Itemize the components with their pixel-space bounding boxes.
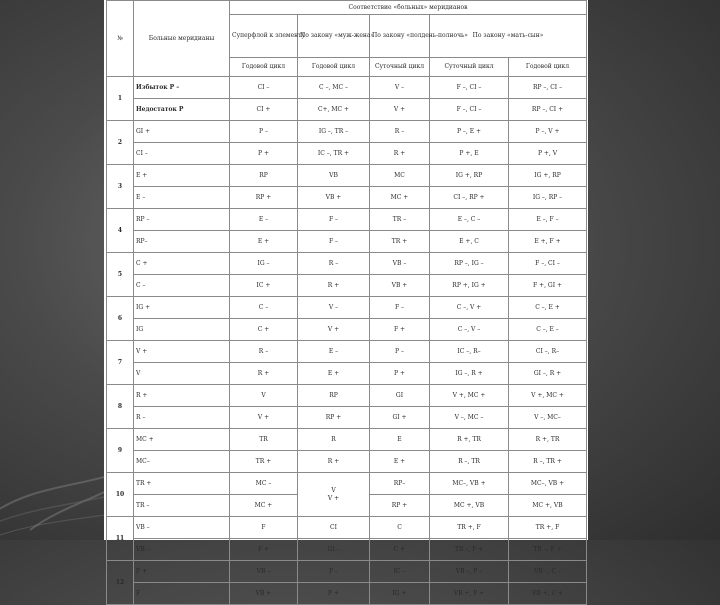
correspondence-cell: IG +, RP [430, 165, 509, 187]
correspondence-cell: V [230, 385, 298, 407]
correspondence-cell: R – [370, 121, 430, 143]
meridian-cell: VB – [134, 539, 230, 561]
group-header: Суперфлой к элементу [230, 15, 298, 58]
correspondence-cell: MC +, VB [509, 495, 587, 517]
correspondence-cell: V –, MC – [430, 407, 509, 429]
correspondence-cell: MC – [230, 473, 298, 495]
meridian-cell: C + [134, 253, 230, 275]
meridian-cell: C – [134, 275, 230, 297]
correspondence-cell: CI + [230, 99, 298, 121]
meridian-cell: V [134, 363, 230, 385]
meridian-cell: Избыток Р – [134, 77, 230, 99]
meridian-cell: CI – [134, 143, 230, 165]
correspondence-cell: CI –, RP + [430, 187, 509, 209]
table-row [107, 385, 587, 407]
correspondence-cell: TR +, F [509, 517, 587, 539]
table-row [107, 231, 587, 253]
correspondence-cell: P + [370, 363, 430, 385]
row-number: 12 [107, 561, 134, 605]
correspondence-cell: GI – [298, 539, 370, 561]
correspondence-cell: TR – [370, 209, 430, 231]
correspondence-cell: C –, E + [509, 297, 587, 319]
correspondence-cell: P – [298, 561, 370, 583]
correspondence-cell: RP +, IG + [430, 275, 509, 297]
table-row [107, 517, 587, 539]
meridian-cell: V + [134, 341, 230, 363]
cycle-header: Годовой цикл [298, 58, 370, 77]
correspondence-cell: IG –, RP – [509, 187, 587, 209]
correspondence-cell: TR + [370, 231, 430, 253]
correspondence-cell: C + [230, 319, 298, 341]
meridian-cell: IG + [134, 297, 230, 319]
row-number: 8 [107, 385, 134, 429]
correspondence-cell: E + [298, 363, 370, 385]
correspondence-cell: R –, TR + [509, 451, 587, 473]
correspondence-cell: F – [370, 297, 430, 319]
meridian-cell: RP– [134, 231, 230, 253]
row-number: 11 [107, 517, 134, 561]
correspondence-cell: P –, V + [509, 121, 587, 143]
table-row [107, 451, 587, 473]
correspondence-cell: RP –, CI – [509, 77, 587, 99]
correspondence-cell: RP [298, 385, 370, 407]
correspondence-cell: R +, TR [509, 429, 587, 451]
meridian-cell: Недостаток Р [134, 99, 230, 121]
correspondence-cell: IC – [370, 561, 430, 583]
cycle-header: Годовой цикл [230, 58, 298, 77]
correspondence-cell: CI [298, 517, 370, 539]
correspondence-cell: F +, GI + [509, 275, 587, 297]
correspondence-cell: C –, V + [430, 297, 509, 319]
meridian-cell: TR + [134, 473, 230, 495]
correspondence-cell: MC +, VB [430, 495, 509, 517]
meridian-cell: MC– [134, 451, 230, 473]
number-header: № [107, 1, 134, 77]
table-row [107, 187, 587, 209]
meridian-cell: IG [134, 319, 230, 341]
correspondence-cell: MC–, VB + [430, 473, 509, 495]
meridian-cell: F [134, 583, 230, 605]
correspondence-cell: P – [370, 341, 430, 363]
correspondence-cell: VB – [370, 253, 430, 275]
correspondence-cell: VB + [230, 583, 298, 605]
correspondence-cell: IG – [230, 253, 298, 275]
table-row [107, 143, 587, 165]
row-number: 4 [107, 209, 134, 253]
correspondence-cell: F + [370, 319, 430, 341]
correspondence-cell: CI – [230, 77, 298, 99]
correspondence-cell: C –, MC – [298, 77, 370, 99]
row-number: 2 [107, 121, 134, 165]
correspondence-cell: IC + [230, 275, 298, 297]
meridian-cell: E – [134, 187, 230, 209]
correspondence-cell: GI [370, 385, 430, 407]
correspondence-cell: VB – [230, 561, 298, 583]
correspondence-cell: R + [230, 363, 298, 385]
correspondence-cell: V + [298, 319, 370, 341]
table-row [107, 253, 587, 275]
correspondence-cell: RP [230, 165, 298, 187]
meridian-cell: R – [134, 407, 230, 429]
row-number: 10 [107, 473, 134, 517]
correspondence-cell: E [370, 429, 430, 451]
correspondence-cell: R – [230, 341, 298, 363]
correspondence-cell: RP –, CI + [509, 99, 587, 121]
meridian-cell: TR – [134, 495, 230, 517]
correspondence-cell: R – [298, 253, 370, 275]
correspondence-cell: F –, CI – [430, 99, 509, 121]
table-row [107, 407, 587, 429]
correspondence-cell: IG + [370, 583, 430, 605]
meridian-cell: VB – [134, 517, 230, 539]
meridian-cell: GI + [134, 121, 230, 143]
correspondence-cell: F –, CI – [509, 253, 587, 275]
row-number: 9 [107, 429, 134, 473]
row-number: 7 [107, 341, 134, 385]
correspondence-cell: TR [230, 429, 298, 451]
meridian-header: Больные меридианы [134, 1, 230, 77]
correspondence-cell: VB +, P + [430, 583, 509, 605]
correspondence-cell: IG –, TR – [298, 121, 370, 143]
correspondence-cell: P –, E + [430, 121, 509, 143]
correspondence-cell: F [230, 517, 298, 539]
correspondence-cell: MC–, VB + [509, 473, 587, 495]
correspondence-cell: F – [298, 231, 370, 253]
correspondence-cell: IC –, R– [430, 341, 509, 363]
correspondence-cell: TR + [230, 451, 298, 473]
correspondence-cell: F + [230, 539, 298, 561]
row-number: 1 [107, 77, 134, 121]
correspondence-cell: V +, MC + [430, 385, 509, 407]
correspondence-cell: VB –, P – [430, 561, 509, 583]
correspondence-cell: R + [370, 143, 430, 165]
correspondence-cell: MC [370, 165, 430, 187]
correspondence-cell: C –, E – [509, 319, 587, 341]
meridian-cell: MC + [134, 429, 230, 451]
correspondence-cell: E +, F + [509, 231, 587, 253]
table-row [107, 341, 587, 363]
meridian-table [106, 0, 587, 605]
correspondence-cell: P +, V [509, 143, 587, 165]
correspondence-cell: TR –, F + [430, 539, 509, 561]
correspondence-cell: E + [370, 451, 430, 473]
correspondence-cell: F – [298, 209, 370, 231]
correspondence-cell: E –, F – [509, 209, 587, 231]
correspondence-cell: F –, CI – [430, 77, 509, 99]
correspondence-cell: TR –, F + [509, 539, 587, 561]
correspondence-cell: C – [230, 297, 298, 319]
correspondence-cell: TR +, F [430, 517, 509, 539]
correspondence-cell: IG –, R + [430, 363, 509, 385]
group-header: По закону «полдень-полночь» [370, 15, 430, 58]
correspondence-cell: IG +, RP [509, 165, 587, 187]
group-header: По закону «мать-сын» [430, 15, 587, 58]
table-row [107, 429, 587, 451]
correspondence-cell: RP + [230, 187, 298, 209]
correspondence-cell: RP –, IG – [430, 253, 509, 275]
document-sheet [104, 0, 588, 597]
correspondence-cell: V + [370, 99, 430, 121]
table-row [107, 121, 587, 143]
correspondence-cell: MC + [370, 187, 430, 209]
correspondence-cell: MC + [230, 495, 298, 517]
correspondence-cell: P + [298, 583, 370, 605]
correspondence-cell: CI –, R– [509, 341, 587, 363]
correspondence-cell: R [298, 429, 370, 451]
table-row [107, 363, 587, 385]
correspondence-cell: VB –, C – [509, 561, 587, 583]
correspondence-cell: RP + [298, 407, 370, 429]
cycle-header: Суточный цикл [370, 58, 430, 77]
table-row [107, 319, 587, 341]
table-row [107, 473, 587, 495]
correspondence-cell: V V + [298, 473, 370, 517]
correspondence-cell: E – [298, 341, 370, 363]
table-row [107, 209, 587, 231]
table-row [107, 99, 587, 121]
correspondence-cell: P + [230, 143, 298, 165]
row-number: 3 [107, 165, 134, 209]
correspondence-cell: GI –, R + [509, 363, 587, 385]
meridian-cell: RP – [134, 209, 230, 231]
meridian-cell: E + [134, 165, 230, 187]
correspondence-cell: R –, TR [430, 451, 509, 473]
correspondence-cell: E + [230, 231, 298, 253]
table-row [107, 165, 587, 187]
correspondence-cell: P +, E [430, 143, 509, 165]
correspondence-cell: VB + [370, 275, 430, 297]
group-header: По закону «муж-жена» [298, 15, 370, 58]
correspondence-cell: R + [298, 451, 370, 473]
correspondence-cell: RP + [370, 495, 430, 517]
table-row [107, 539, 587, 561]
correspondence-cell: P – [230, 121, 298, 143]
table-row [107, 275, 587, 297]
table-title: Соответствие «больных» меридианов [230, 1, 587, 15]
correspondence-cell: V +, MC + [509, 385, 587, 407]
correspondence-cell: VB +, C + [509, 583, 587, 605]
correspondence-cell: V – [298, 297, 370, 319]
table-row [107, 561, 587, 583]
correspondence-cell: V – [370, 77, 430, 99]
table-row [107, 77, 587, 99]
correspondence-cell: V + [230, 407, 298, 429]
meridian-cell: R + [134, 385, 230, 407]
table-row [107, 583, 587, 605]
correspondence-cell: C+, MC + [298, 99, 370, 121]
correspondence-cell: VB + [298, 187, 370, 209]
row-number: 5 [107, 253, 134, 297]
correspondence-cell: E +, C [430, 231, 509, 253]
correspondence-cell: C –, V – [430, 319, 509, 341]
cycle-header: Годовой цикл [509, 58, 587, 77]
correspondence-cell: R + [298, 275, 370, 297]
correspondence-cell: E –, C – [430, 209, 509, 231]
correspondence-cell: R +, TR [430, 429, 509, 451]
correspondence-cell: E – [230, 209, 298, 231]
correspondence-cell: VB [298, 165, 370, 187]
correspondence-cell: C [370, 517, 430, 539]
correspondence-cell: C + [370, 539, 430, 561]
cycle-header: Суточный цикл [430, 58, 509, 77]
table-row [107, 297, 587, 319]
correspondence-cell: GI + [370, 407, 430, 429]
correspondence-cell: V –, MC– [509, 407, 587, 429]
correspondence-cell: RP– [370, 473, 430, 495]
correspondence-cell: IC –, TR + [298, 143, 370, 165]
meridian-cell: F + [134, 561, 230, 583]
row-number: 6 [107, 297, 134, 341]
